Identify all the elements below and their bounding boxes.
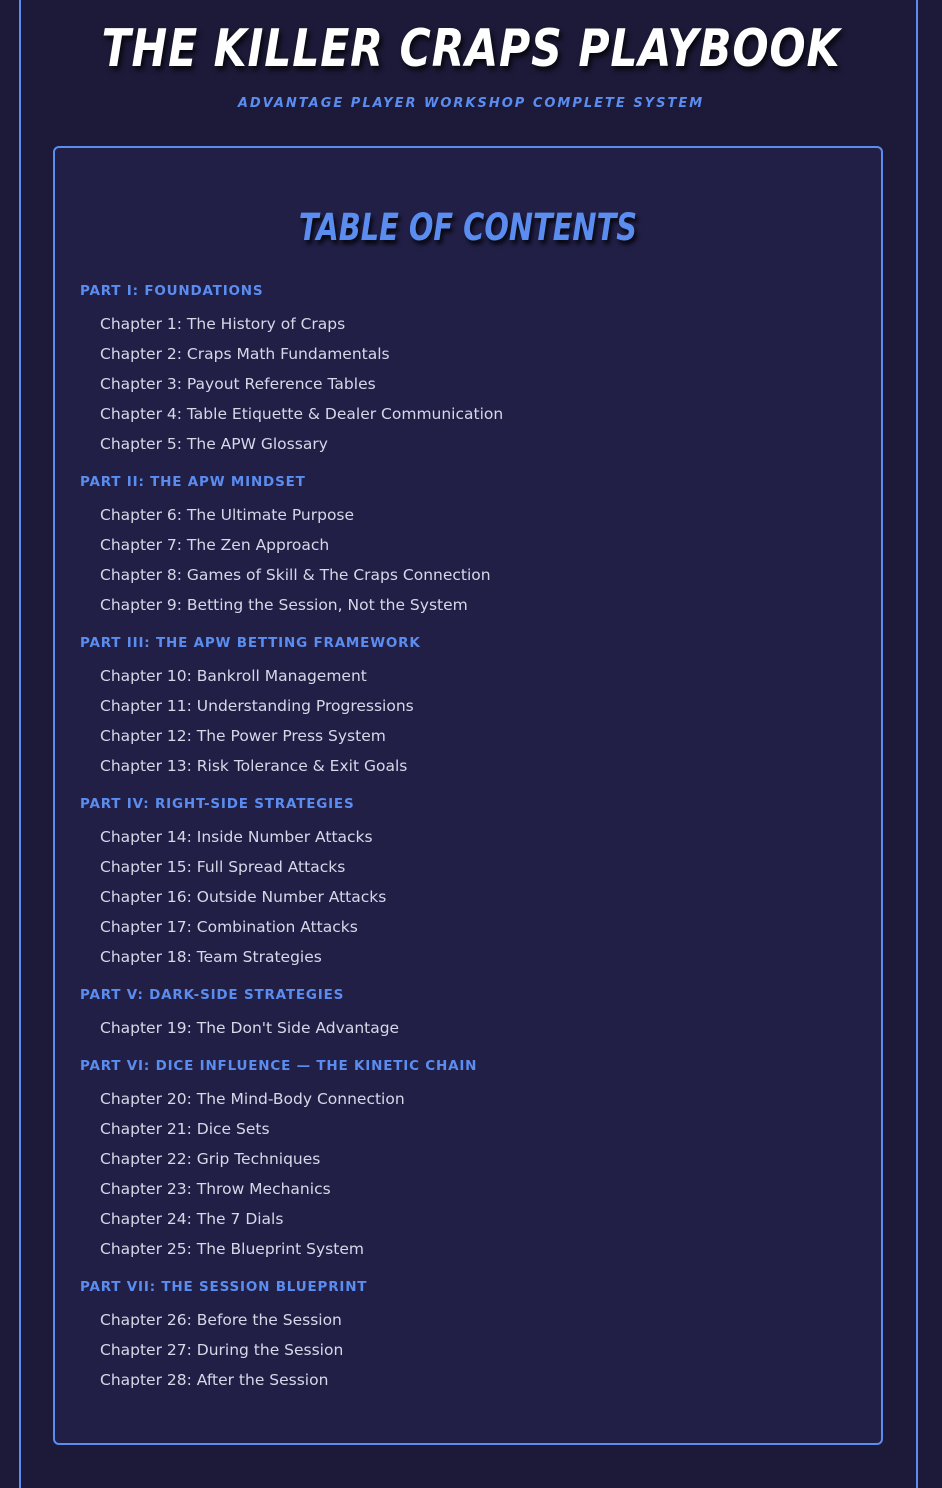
toc-part [80,634,861,781]
chapter-link[interactable]: Chapter 25: The Blueprint System [100,1240,364,1258]
chapter-link[interactable]: Chapter 23: Throw Mechanics [100,1180,331,1198]
chapter-link[interactable]: Chapter 2: Craps Math Fundamentals [100,345,390,363]
chapter-link[interactable]: Chapter 26: Before the Session [100,1311,342,1329]
chapter-link[interactable]: Chapter 4: Table Etiquette & Dealer Communication [100,405,504,423]
chapter-link[interactable]: Chapter 10: Bankroll Management [100,667,367,685]
chapter-link[interactable]: Chapter 14: Inside Number Attacks [100,828,373,846]
chapter-link[interactable]: Chapter 1: The History of Craps [100,315,346,333]
chapter-link[interactable]: Chapter 12: The Power Press System [100,727,386,745]
part-heading: PART V: DARK-SIDE STRATEGIES [80,987,345,1003]
chapter-link[interactable]: Chapter 28: After the Session [100,1371,329,1389]
part-heading: PART IV: RIGHT-SIDE STRATEGIES [80,796,355,812]
chapter-link[interactable]: Chapter 6: The Ultimate Purpose [100,506,355,524]
toc-title: TABLE OF CONTENTS [298,206,638,249]
chapter-link[interactable]: Chapter 16: Outside Number Attacks [100,888,387,906]
toc-part [80,1278,861,1395]
chapter-link[interactable]: Chapter 9: Betting the Session, Not the System [100,596,468,614]
part-heading: PART VII: THE SESSION BLUEPRINT [80,1279,368,1295]
toc-list [80,282,861,1409]
book-title: THE KILLER CRAPS PLAYBOOK [101,19,841,79]
right-border-line [916,0,918,1488]
part-heading: PART III: THE APW BETTING FRAMEWORK [80,635,421,651]
chapter-link[interactable]: Chapter 19: The Don't Side Advantage [100,1019,400,1037]
toc-part [80,795,861,972]
chapter-link[interactable]: Chapter 8: Games of Skill & The Craps Connection [100,566,491,584]
chapter-link[interactable]: Chapter 7: The Zen Approach [100,536,330,554]
chapter-link[interactable]: Chapter 11: Understanding Progressions [100,697,414,715]
toc-part [80,282,861,459]
chapter-link[interactable]: Chapter 21: Dice Sets [100,1120,270,1138]
chapter-link[interactable]: Chapter 24: The 7 Dials [100,1210,284,1228]
chapter-link[interactable]: Chapter 5: The APW Glossary [100,435,328,453]
chapter-link[interactable]: Chapter 15: Full Spread Attacks [100,858,346,876]
chapter-link[interactable]: Chapter 13: Risk Tolerance & Exit Goals [100,757,408,775]
chapter-link[interactable]: Chapter 22: Grip Techniques [100,1150,321,1168]
toc-part [80,473,861,620]
chapter-link[interactable]: Chapter 18: Team Strategies [100,948,322,966]
part-heading: PART VI: DICE INFLUENCE — THE KINETIC CHAIN [80,1058,478,1074]
chapter-link[interactable]: Chapter 20: The Mind-Body Connection [100,1090,405,1108]
toc-part [80,1057,861,1264]
toc-part [80,986,861,1043]
chapter-link[interactable]: Chapter 17: Combination Attacks [100,918,358,936]
chapter-link[interactable]: Chapter 3: Payout Reference Tables [100,375,376,393]
table-of-contents-panel [53,146,883,1445]
part-heading: PART II: THE APW MINDSET [80,474,306,490]
left-border-line [19,0,21,1488]
part-heading: PART I: FOUNDATIONS [80,283,264,299]
book-subtitle: ADVANTAGE PLAYER WORKSHOP COMPLETE SYSTEM [237,96,705,111]
chapter-link[interactable]: Chapter 27: During the Session [100,1341,344,1359]
